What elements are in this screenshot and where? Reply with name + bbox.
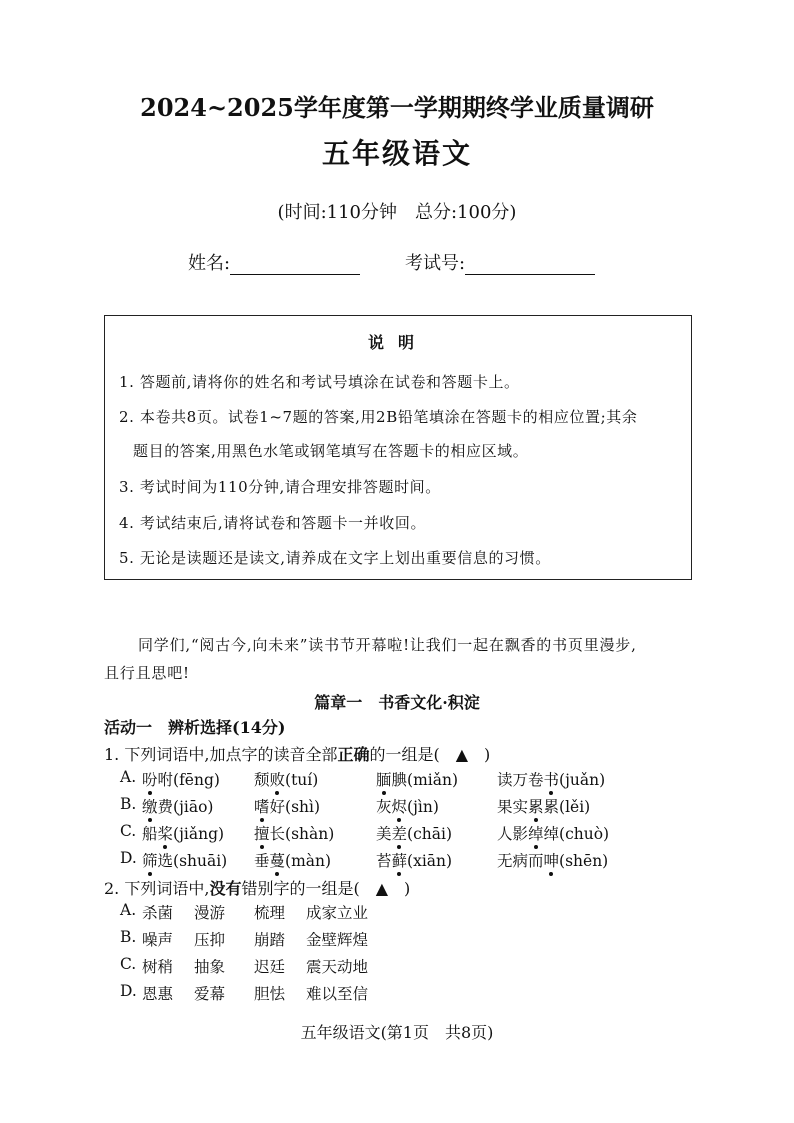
option-label: A. [120,901,137,919]
name-blank[interactable] [230,256,360,275]
dotted-character: 呻 [544,849,560,871]
exam-title: 2024~2025学年度第一学期期终学业质量调研 [140,93,654,122]
option-label: B. [120,795,137,813]
option-word: 梳理 [254,904,286,922]
option-word: 成家立业 [306,904,369,922]
option-word: 金壁辉煌 [306,931,369,949]
dotted-character: 败 [270,768,286,790]
option-word: 美差(chāi) [376,822,452,844]
dotted-character: 书 [544,768,560,790]
option-word: 筛选(shuāi) [142,849,227,871]
option-label: A. [120,768,137,786]
option-label: D. [120,849,137,867]
option-word: 震天动地 [306,958,369,976]
option-word: 难以至信 [306,985,369,1003]
q1-emphasis: 正确 [337,745,370,764]
instruction-item: 5. 无论是读题还是读文,请养成在文字上划出重要信息的习惯。 [119,549,551,567]
dotted-character: 腼 [376,768,392,790]
option-word: 无病而呻(shēn) [497,849,608,871]
instructions-box [104,315,692,580]
option-label: B. [120,928,137,946]
name-label: 姓名: [188,253,231,274]
option-label: D. [120,982,137,1000]
dotted-character: 藓 [392,849,408,871]
option-word: 灰烬(jìn) [376,795,439,817]
q1-text-part2: 的一组是( ▲ ) [369,745,491,764]
instruction-item: 3. 考试时间为110分钟,请合理安排答题时间。 [119,478,441,496]
option-word: 腼腆(miǎn) [376,768,458,790]
option-word: 船桨(jiǎng) [142,822,224,844]
q1-text-part1: 1. 下列词语中,加点字的读音全部 [104,745,338,764]
instruction-item: 2. 本卷共8页。试卷1~7题的答案,用2B铅笔填涂在答题卡的相应位置;其余 [119,408,638,426]
option-word: 颓败(tuí) [254,768,318,790]
option-word: 擅长(shàn) [254,822,334,844]
option-label: C. [120,822,137,840]
name-field[interactable] [188,249,360,275]
dotted-character: 筛 [142,849,158,871]
option-word: 垂蔓(màn) [254,849,331,871]
option-word: 人影绰绰(chuò) [497,822,609,844]
instruction-item: 题目的答案,用黑色水笔或钢笔填写在答题卡的相应区域。 [133,442,529,460]
activity-heading: 活动一 辨析选择(14分) [104,718,286,737]
instructions-title: 说明 [367,333,428,352]
dotted-character: 差 [392,822,408,844]
option-word: 崩踏 [254,931,286,949]
exam-number-label: 考试号: [405,253,466,274]
option-word: 果实累累(lěi) [497,795,590,817]
instruction-item: 4. 考试结束后,请将试卷和答题卡一并收回。 [119,514,427,532]
dotted-character: 吩 [142,768,158,790]
q2-text-part2: 错别字的一组是( ▲ ) [241,879,411,898]
time-score-info: (时间:110分钟 总分:100分) [277,202,517,223]
option-word: 恩惠 [142,985,174,1003]
dotted-character: 桨 [158,822,174,844]
dotted-character: 烬 [392,795,408,817]
option-word: 迟廷 [254,958,286,976]
option-word: 苔藓(xiān) [376,849,452,871]
option-label: C. [120,955,137,973]
exam-number-blank[interactable] [465,256,595,275]
option-word: 嗜好(shì) [254,795,320,817]
dotted-character: 嗜 [254,795,270,817]
intro-line-1: 同学们,“阅古今,向未来”读书节开幕啦!让我们一起在飘香的书页里漫步, [138,636,637,654]
q2-text-part1: 2. 下列词语中, [104,879,210,898]
exam-number-field[interactable] [405,249,595,275]
intro-line-2: 且行且思吧! [104,664,190,682]
option-word: 胆怯 [254,985,286,1003]
dotted-character: 缴 [142,795,158,817]
dotted-character: 蔓 [270,849,286,871]
question-2-stem [104,876,410,899]
dotted-character: 累 [528,795,544,817]
option-word: 压抑 [194,931,226,949]
question-1-stem [104,742,490,765]
option-word: 爱幕 [194,985,226,1003]
subject-title: 五年级语文 [321,137,472,170]
option-word: 树稍 [142,958,174,976]
page-footer: 五年级语文(第1页 共8页) [300,1023,494,1042]
option-word: 杀菌 [142,904,174,922]
dotted-character: 绰 [528,822,544,844]
q2-emphasis: 没有 [209,879,242,898]
instruction-item: 1. 答题前,请将你的姓名和考试号填涂在试卷和答题卡上。 [119,373,520,391]
option-word: 读万卷书(juǎn) [497,768,605,790]
option-word: 抽象 [194,958,226,976]
option-word: 漫游 [194,904,226,922]
option-word: 噪声 [142,931,174,949]
dotted-character: 擅 [254,822,270,844]
option-word: 缴费(jiāo) [142,795,213,817]
chapter-heading: 篇章一 书香文化·积淀 [314,693,480,712]
option-word: 吩咐(fēng) [142,768,220,790]
